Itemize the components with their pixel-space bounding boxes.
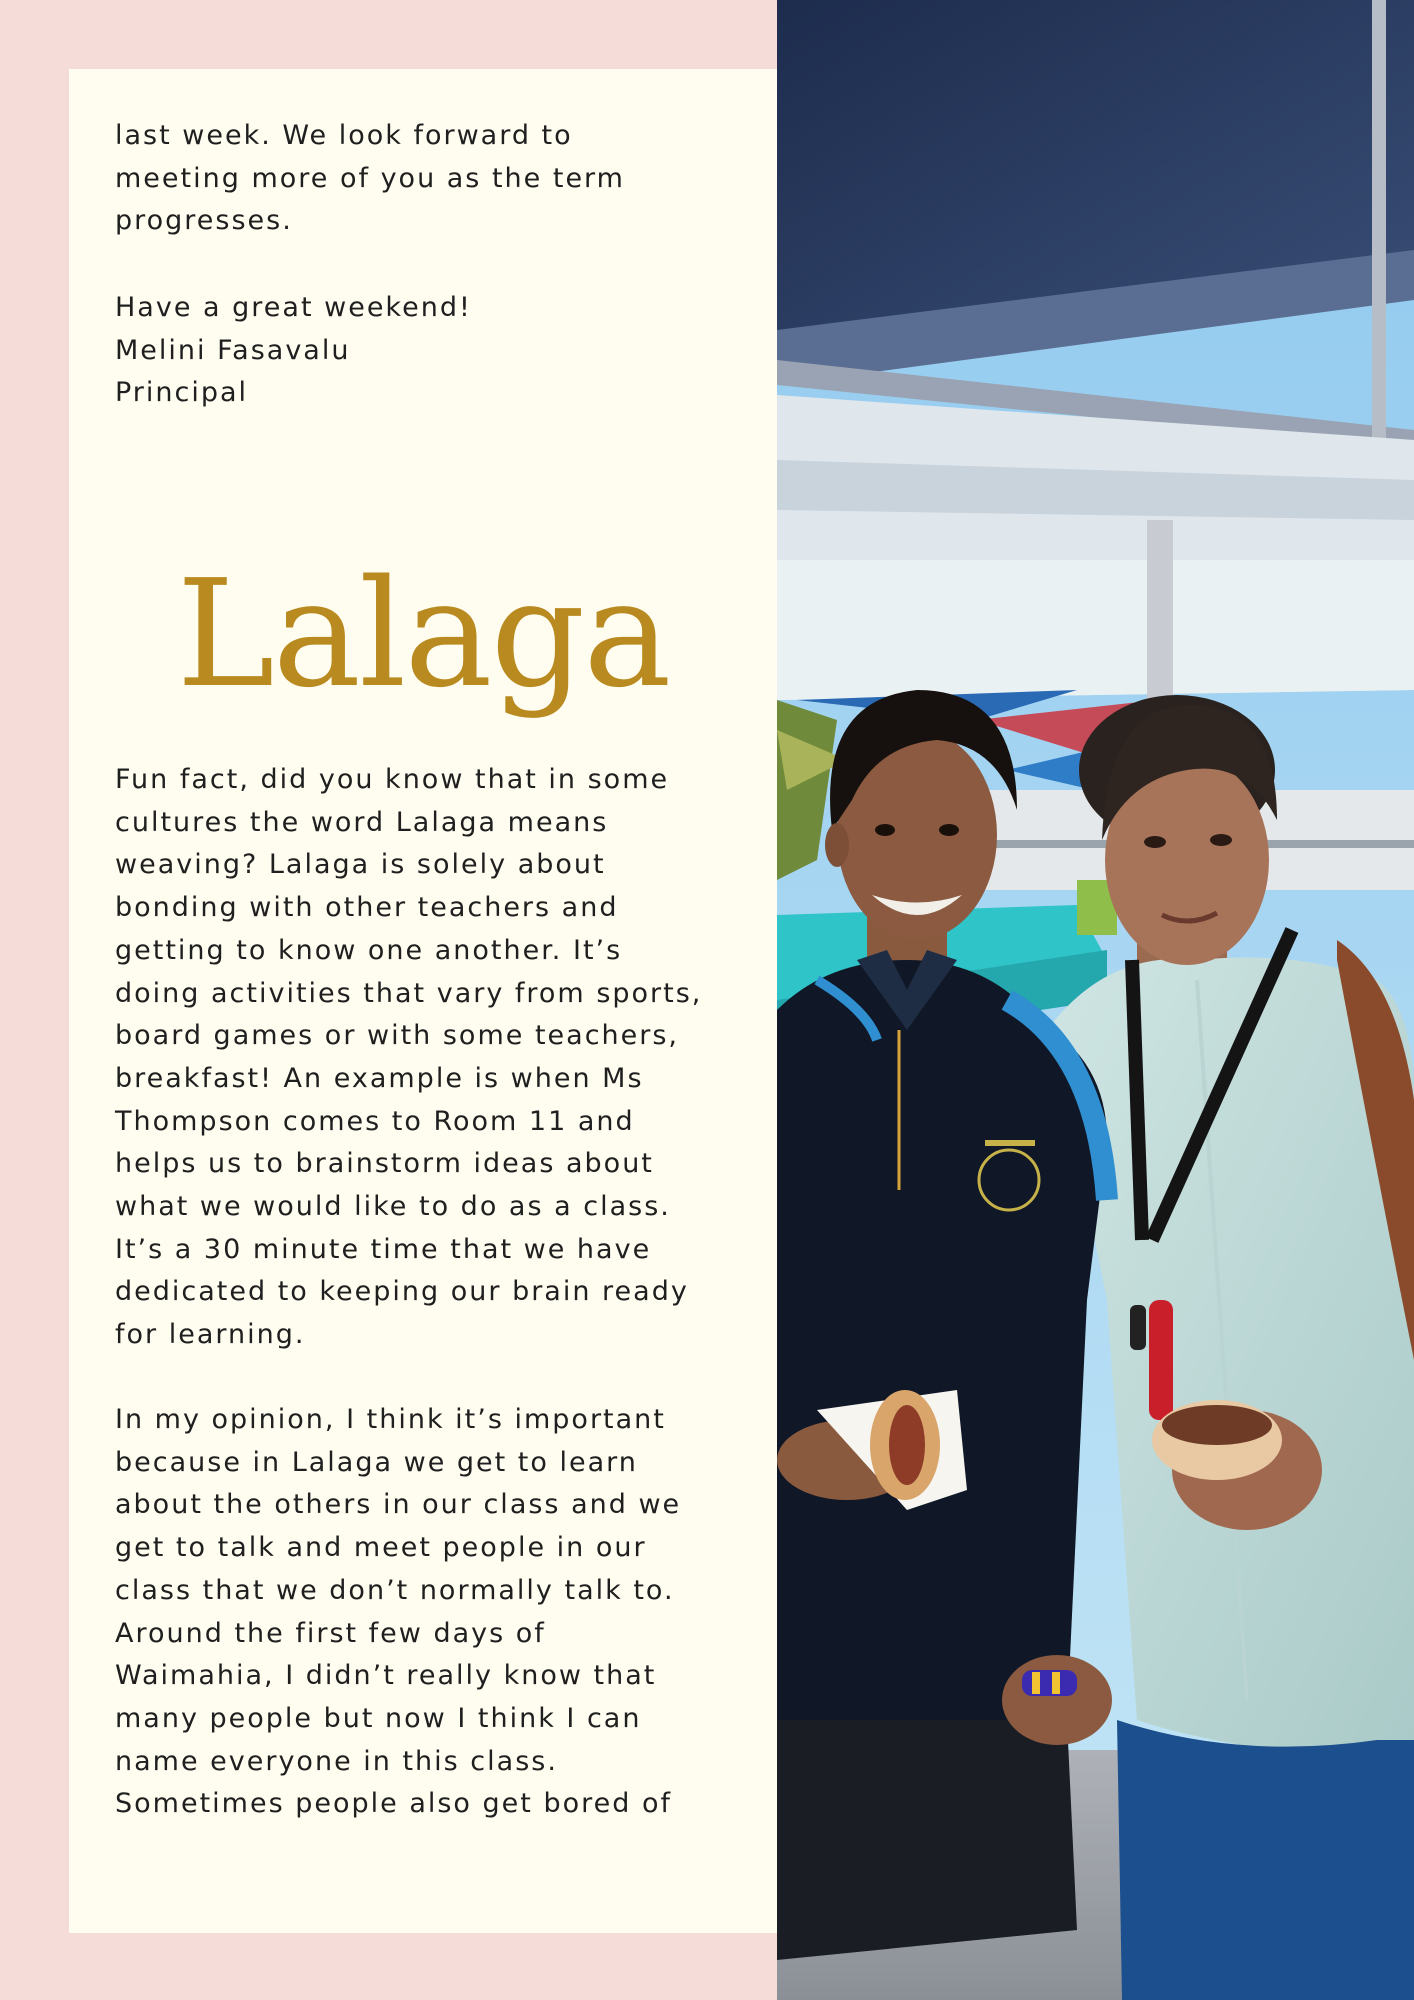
article-title: Lalaga [176, 548, 670, 720]
letter-signoff: Have a great weekend! Melini Fasavalu Principal [115, 292, 472, 409]
article-paragraph-1: Fun fact, did you know that in some cultures the word Lalaga means weaving? Lalaga is solely about bonding with other teachers and getting to know one another. It’s doing activities that vary from sports, board games or with some teachers, breakfast! An example is when Ms Thompson comes to Room 11 and helps us to brainstorm ideas about what we would like to do as a class. It’s a 30 minute time that we have dedicated to keeping our brain ready for learning. [115, 764, 703, 1351]
text-panel [69, 69, 777, 1933]
letter-closing-paragraph: last week. We look forward to meeting more of you as the term progresses. [115, 120, 625, 237]
photo-student-and-teacher [777, 0, 1414, 2000]
article-paragraph-2: In my opinion, I think it’s important because in Lalaga we get to learn about the others in our class and we get to talk and meet people in our class that we don’t normally talk to. Around the first few days of Waimahia, I didn’t really know that many people but now I think I can name everyone in this class. Sometimes people also get bored of [115, 1404, 682, 1820]
